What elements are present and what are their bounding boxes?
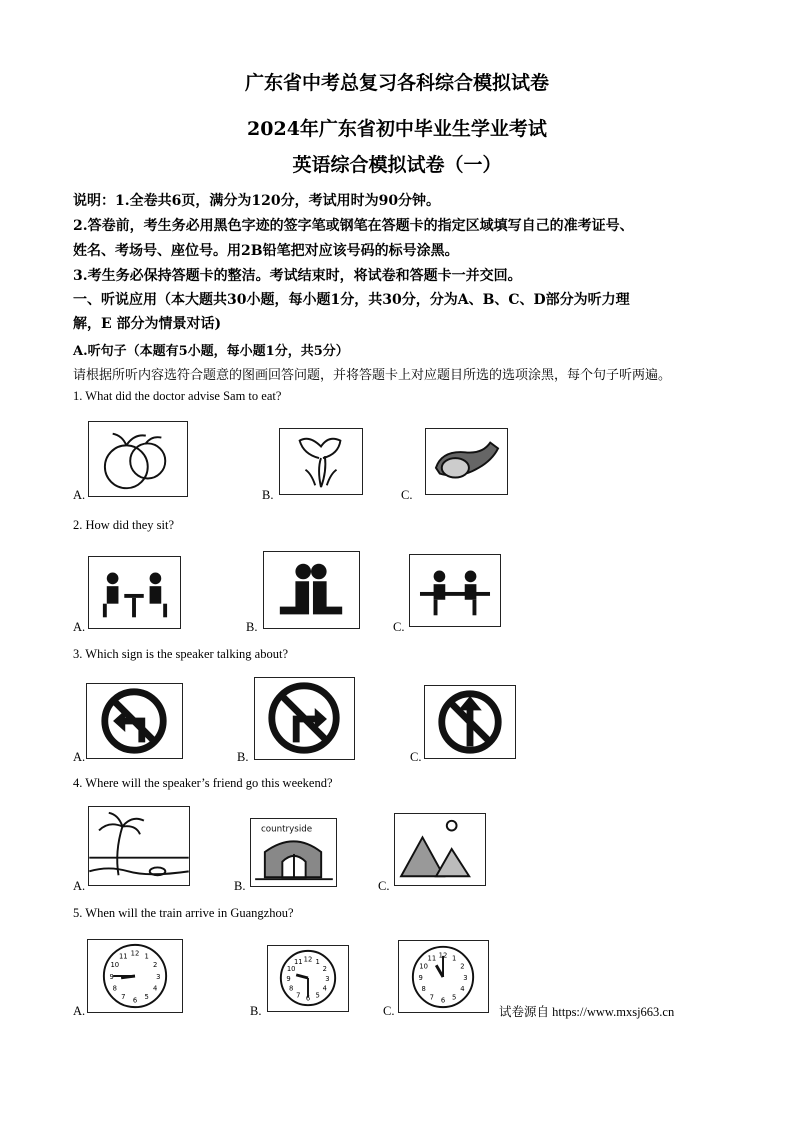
clock-number: 11	[427, 954, 437, 963]
clock-number: 10	[110, 961, 120, 970]
option-label-b: B.	[246, 620, 258, 634]
no-left-turn-sign	[86, 683, 183, 759]
clock-number: 9	[109, 972, 114, 981]
clock-number: 8	[289, 984, 294, 993]
clock-number: 7	[121, 993, 126, 1002]
clock-face	[399, 941, 488, 1012]
question-3: 3. Which sign is the speaker talking about?	[73, 647, 288, 661]
clock-number: 7	[429, 993, 434, 1002]
no-right-turn-sign	[254, 677, 355, 760]
option-label-b: B.	[237, 750, 249, 764]
mountain-picture	[394, 813, 486, 886]
clock-number: 6	[440, 996, 446, 1005]
clock-number: 4	[322, 984, 327, 993]
question-1: 1. What did the doctor advise Sam to eat?	[73, 389, 282, 403]
instruction-2a: 2.答卷前，考生务必用黑色字迹的签字笔或钢笔在答题卡的指定区域填写自己的准考证号、	[73, 218, 634, 234]
hour-hand	[436, 965, 443, 977]
clock-number: 4	[460, 985, 465, 994]
clock-number: 6	[132, 996, 138, 1005]
no-straight-sign	[424, 685, 516, 759]
option-label-a: A.	[73, 620, 86, 634]
question-4: 4. Where will the speaker’s friend go this weekend?	[73, 776, 333, 790]
exam-title-line2: 2024年广东省初中毕业生学业考试	[247, 118, 547, 140]
clock-number: 1	[452, 954, 457, 963]
clock-number: 9	[286, 974, 291, 983]
clock-number: 2	[460, 962, 465, 971]
instruction-3: 3.考生务必保持答题卡的整洁。考试结束时，将试卷和答题卡一并交回。	[73, 268, 522, 284]
clock-number: 7	[296, 991, 301, 1000]
option-label-a: A.	[73, 879, 86, 893]
option-label-b: B.	[250, 1004, 262, 1018]
clock-number: 4	[153, 984, 158, 993]
countryside-label: countryside	[260, 824, 313, 835]
option-label-c: C.	[410, 750, 422, 764]
clock-number: 2	[153, 961, 158, 970]
clock-number: 10	[286, 965, 296, 974]
exam-title-line3: 英语综合模拟试卷（一）	[292, 154, 502, 176]
option-label-a: A.	[73, 750, 86, 764]
clock-number: 1	[144, 952, 149, 961]
section-direction: 请根据所听内容选符合题意的图画回答问题，并将答题卡上对应题目所选的选项涂黑，每个句子听两遍。	[73, 368, 672, 383]
option-label-c: C.	[401, 488, 413, 502]
clock-number: 10	[419, 962, 428, 971]
vegetable-picture	[279, 428, 363, 495]
clock-number: 3	[463, 973, 468, 982]
clock-number: 1	[315, 958, 320, 967]
option-label-b: B.	[262, 488, 274, 502]
instruction-2b: 姓名、考场号、座位号。用2B铅笔把对应该号码的标号涂黑。	[73, 243, 459, 259]
meat-picture	[425, 428, 508, 495]
clock-number: 5	[144, 993, 149, 1002]
question-5: 5. When will the train arrive in Guangzhou?	[73, 906, 294, 920]
side-by-side-picture	[409, 554, 501, 627]
clock-picture-a	[87, 939, 183, 1013]
source-footer: 试卷源自 https://www.mxsj663.cn	[499, 1005, 675, 1019]
clock-number: 5	[315, 991, 320, 1000]
question-2: 2. How did they sit?	[73, 518, 175, 532]
option-label-c: C.	[378, 879, 390, 893]
clock-number: 9	[418, 973, 423, 982]
clock-picture-c	[398, 940, 489, 1013]
subsection-heading: A.听句子（本题有5小题，每小题1分，共5分）	[73, 344, 349, 359]
clock-face	[88, 940, 182, 1012]
clock-picture-b	[267, 945, 349, 1012]
beach-picture	[88, 806, 190, 886]
clock-number: 8	[421, 985, 426, 994]
back-to-back-picture	[263, 551, 360, 629]
clock-number: 2	[322, 965, 327, 974]
countryside-picture	[250, 818, 337, 887]
clock-number: 12	[303, 955, 313, 964]
clock-number: 11	[118, 952, 128, 961]
fruit-picture	[88, 421, 188, 497]
option-label-c: C.	[393, 620, 405, 634]
section-heading-a: 一、听说应用（本大题共30小题，每小题1分，共30分，分为A、B、C、D部分为听力理	[73, 292, 630, 308]
exam-title-line1: 广东省中考总复习各科综合模拟试卷	[244, 72, 549, 94]
clock-number: 3	[325, 974, 330, 983]
face-to-face-picture	[88, 556, 181, 629]
clock-number: 12	[438, 951, 448, 960]
clock-number: 11	[293, 958, 303, 967]
section-heading-b: 解，E 部分为情景对话)	[73, 316, 222, 332]
option-label-a: A.	[73, 488, 86, 502]
option-label-b: B.	[234, 879, 246, 893]
clock-face	[268, 946, 348, 1011]
clock-number: 5	[452, 993, 457, 1002]
hour-hand	[296, 975, 308, 978]
clock-number: 12	[130, 949, 140, 958]
clock-number: 3	[156, 972, 161, 981]
option-label-a: A.	[73, 1004, 86, 1018]
clock-number: 6	[305, 994, 311, 1003]
instruction-1: 说明：1.全卷共6页，满分为120分，考试用时为90分钟。	[73, 193, 441, 209]
clock-number: 8	[112, 984, 117, 993]
option-label-c: C.	[383, 1004, 395, 1018]
